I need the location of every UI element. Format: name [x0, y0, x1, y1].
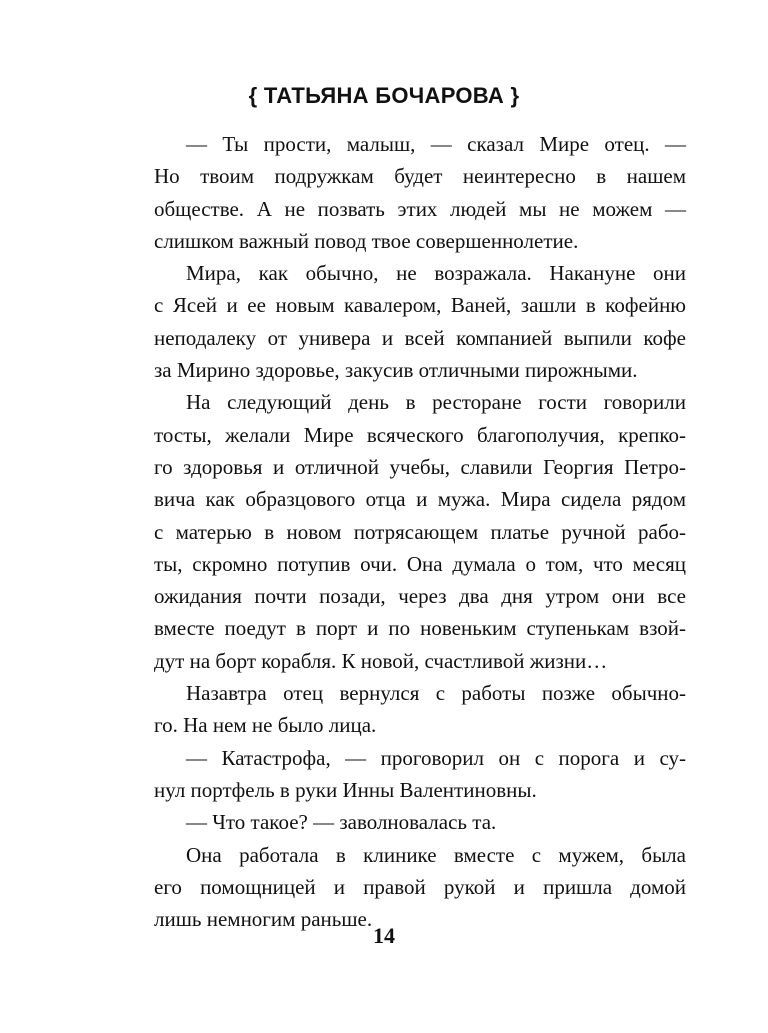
- text-line: Она работала в клинике вместе с мужем, была: [186, 842, 686, 867]
- text-line: с Ясей и ее новым кавалером, Ваней, зашли в кофейню: [154, 293, 686, 318]
- text-line: Но твоим подружкам будет неинтересно в нашем: [154, 164, 686, 189]
- paragraph: [154, 257, 686, 386]
- paragraph: [154, 386, 686, 677]
- text-line: вича как образцового отца и мужа. Мира сидела рядом: [154, 487, 686, 512]
- text-line: дут на борт корабля. К новой, счастливой жизни…: [154, 648, 608, 673]
- text-line: Назавтра отец вернулся с работы позже обычно-: [186, 681, 686, 706]
- text-line: го здоровья и отличной учебы, славили Георгия Петро-: [154, 454, 686, 479]
- body-text: [154, 128, 686, 935]
- text-line: ожидания почти позади, через два дня утром они все: [154, 584, 686, 609]
- text-line: Мира, как обычно, не возражала. Накануне они: [186, 261, 686, 286]
- text-line: за Мирино здоровье, закусив отличными пирожными.: [154, 358, 638, 383]
- text-line: с матерью в новом потрясающем платье ручной рабо-: [154, 519, 686, 544]
- page-number: 14: [373, 923, 395, 948]
- text-line: лишь немногим раньше.: [154, 907, 373, 932]
- text-line: — Ты прости, малыш, — сказал Мире отец. —: [186, 132, 686, 156]
- text-line: На следующий день в ресторане гости говорили: [186, 390, 686, 415]
- text-line: вместе поедут в порт и по новеньким ступенькам взой-: [154, 616, 686, 641]
- text-line: — Катастрофа, — проговорил он с порога и су-: [186, 745, 686, 770]
- text-line: нул портфель в руки Инны Валентиновны.: [154, 777, 537, 802]
- text-line: — Что такое? — заволновалась та.: [186, 810, 497, 835]
- text-line: ты, скромно потупив очи. Она думала о том, что месяц: [154, 551, 686, 576]
- paragraph: [154, 677, 686, 742]
- text-line: тосты, желали Мире всяческого благополучия, крепко-: [154, 422, 686, 447]
- text-line: его помощницей и правой рукой и пришла домой: [154, 874, 686, 899]
- paragraph: [154, 839, 686, 936]
- paragraph: [154, 128, 686, 257]
- text-line: обществе. А не позвать этих людей мы не можем —: [154, 196, 686, 221]
- text-line: слишком важный повод твое совершеннолетие.: [154, 228, 579, 253]
- running-head: { ТАТЬЯНА БОЧАРОВА }: [248, 83, 520, 108]
- paragraph: [154, 806, 686, 838]
- paragraph: [154, 742, 686, 807]
- text-line: неподалеку от универа и всей компанией выпили кофе: [154, 325, 686, 350]
- text-line: го. На нем не было лица.: [154, 713, 377, 738]
